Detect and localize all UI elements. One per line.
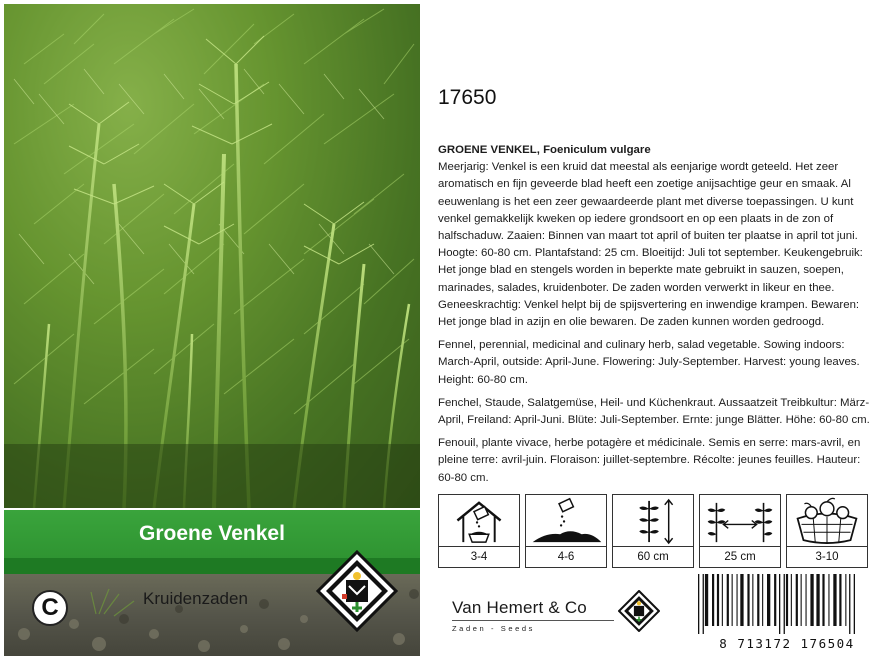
barcode-bar (774, 574, 776, 626)
barcode-bar (839, 574, 841, 626)
outdoor-sowing-value: 4-6 (557, 551, 575, 563)
barcode-bar (822, 574, 824, 626)
barcode (696, 574, 878, 634)
outdoor-sowing-icon (526, 495, 606, 547)
barcode-bar (828, 574, 829, 626)
barcode-bar (740, 574, 743, 626)
description-dutch (438, 142, 874, 331)
brand-name: Van Hemert & Co (452, 598, 587, 617)
barcode-bar (747, 574, 749, 626)
packet-back (424, 0, 880, 660)
barcode-guard-bar (784, 574, 785, 634)
barcode-bar (762, 574, 763, 626)
barcode-guard-bar (849, 574, 850, 634)
barcode-bar (717, 574, 719, 626)
barcode-bar (705, 574, 708, 626)
outdoor-sowing-box (525, 494, 607, 568)
cultivation-icons (438, 494, 870, 568)
barcode-guard-bar (698, 574, 699, 634)
barcode-bar (796, 574, 798, 626)
barcode-guard-bar (854, 574, 855, 634)
barcode-bar (810, 574, 813, 626)
barcode-bar (816, 574, 819, 626)
fennel-photo (4, 4, 420, 508)
description (438, 142, 874, 493)
plant-spacing-box (699, 494, 781, 568)
barcode-guard-bar (779, 574, 780, 634)
brand-logo-icon (316, 550, 398, 632)
category-badge: C (32, 590, 68, 626)
variety-name: Groene Venkel (139, 522, 285, 545)
brand-divider (452, 620, 614, 621)
description-english: Fennel, perennial, medicinal and culinary herb, salad vegetable. Sowing indoors: March-April, outside: April-June. Flowering: July-September. Harvest: young leaves. Height: 60-80 cm. (438, 339, 860, 386)
barcode-bar (752, 574, 753, 626)
harvest-value: 3-10 (815, 551, 839, 563)
harvest-box (786, 494, 868, 568)
plant-height-value: 60 cm (637, 551, 669, 563)
barcode-bar (737, 574, 738, 626)
plant-height-box (612, 494, 694, 568)
packet-front (0, 0, 424, 660)
plant-spacing-value: 25 cm (724, 551, 756, 563)
category-label: Kruidenzaden (143, 589, 248, 608)
barcode-bar (732, 574, 733, 626)
brand-tagline: Zaden - Seeds (452, 624, 535, 633)
description-german: Fenchel, Staude, Salatgemüse, Heil- und Küchenkraut. Aussaatzeit Treibkultur: März-April, Freiland: April-Juni. Blüte: Juli-September. Ernte: junge Blätter. Höhe: 60-80 cm. (438, 396, 870, 427)
barcode-bar (806, 574, 807, 626)
barcode-bar (757, 574, 759, 626)
harvest-basket-icon (787, 495, 867, 547)
indoor-sowing-box (438, 494, 520, 568)
barcode-bar (833, 574, 836, 626)
brand-logo-small-icon (618, 590, 660, 632)
indoor-sowing-value: 3-4 (470, 551, 488, 563)
plant-height-icon (613, 495, 693, 547)
barcode-bar (786, 574, 788, 626)
description-french: Fenouil, plante vivace, herbe potagère et médicinale. Semis en serre: mars-avril, en pleine terre: avril-juin. Floraison: juillet-septembre. Récolte: jeunes feuilles. Hauteur: 60-80 cm. (438, 437, 861, 484)
barcode-bar (845, 574, 846, 626)
barcode-number: 8 713172 176504 (719, 636, 855, 651)
barcode-bar (727, 574, 729, 626)
description-title: GROENE VENKEL, Foeniculum vulgare (438, 144, 651, 156)
description-dutch-text: Meerjarig: Venkel is een kruid dat meestal als eenjarige wordt geteeld. Het zeer aromatisch en fijn geveerde blad heeft een zoetige anijsachtige geur en smaak. Al eeuwenlang is het een zeer gewaardeerde plant met diverse toepassingen. U kunt venkel gemakkelijk kweken op iedere grondsoort en op een plaats in de zon of halfschaduw. Zaaien: Binnen van maart tot april of buiten ter plaatse in april tot juni. Hoogte: 60-80 cm. Plantafstand: 25 cm. Bloeitijd: Juli tot september. Keukengebruik: Het jonge blad en stengels worden in beperkte mate gebruikt in sauzen, soepen, marinades, salades, kruidenboter. De zaden worden verwerkt in likeur en thee. Geneeskrachtig: Venkel helpt bij de spijsvertering en inwendige krampen. Bewaren: Het jonge blad in azijn en olie bewaren. De zaden kunnen worden gedroogd. (438, 161, 863, 329)
barcode-guard-bar (703, 574, 704, 634)
indoor-sowing-icon (439, 495, 519, 547)
barcode-bar (801, 574, 802, 626)
plant-spacing-icon (700, 495, 780, 547)
barcode-bar (791, 574, 792, 626)
barcode-bar (712, 574, 714, 626)
fennel-plant-illustration (4, 4, 420, 508)
barcode-bar (722, 574, 723, 626)
barcode-bar (767, 574, 770, 626)
article-number: 17650 (438, 86, 497, 109)
